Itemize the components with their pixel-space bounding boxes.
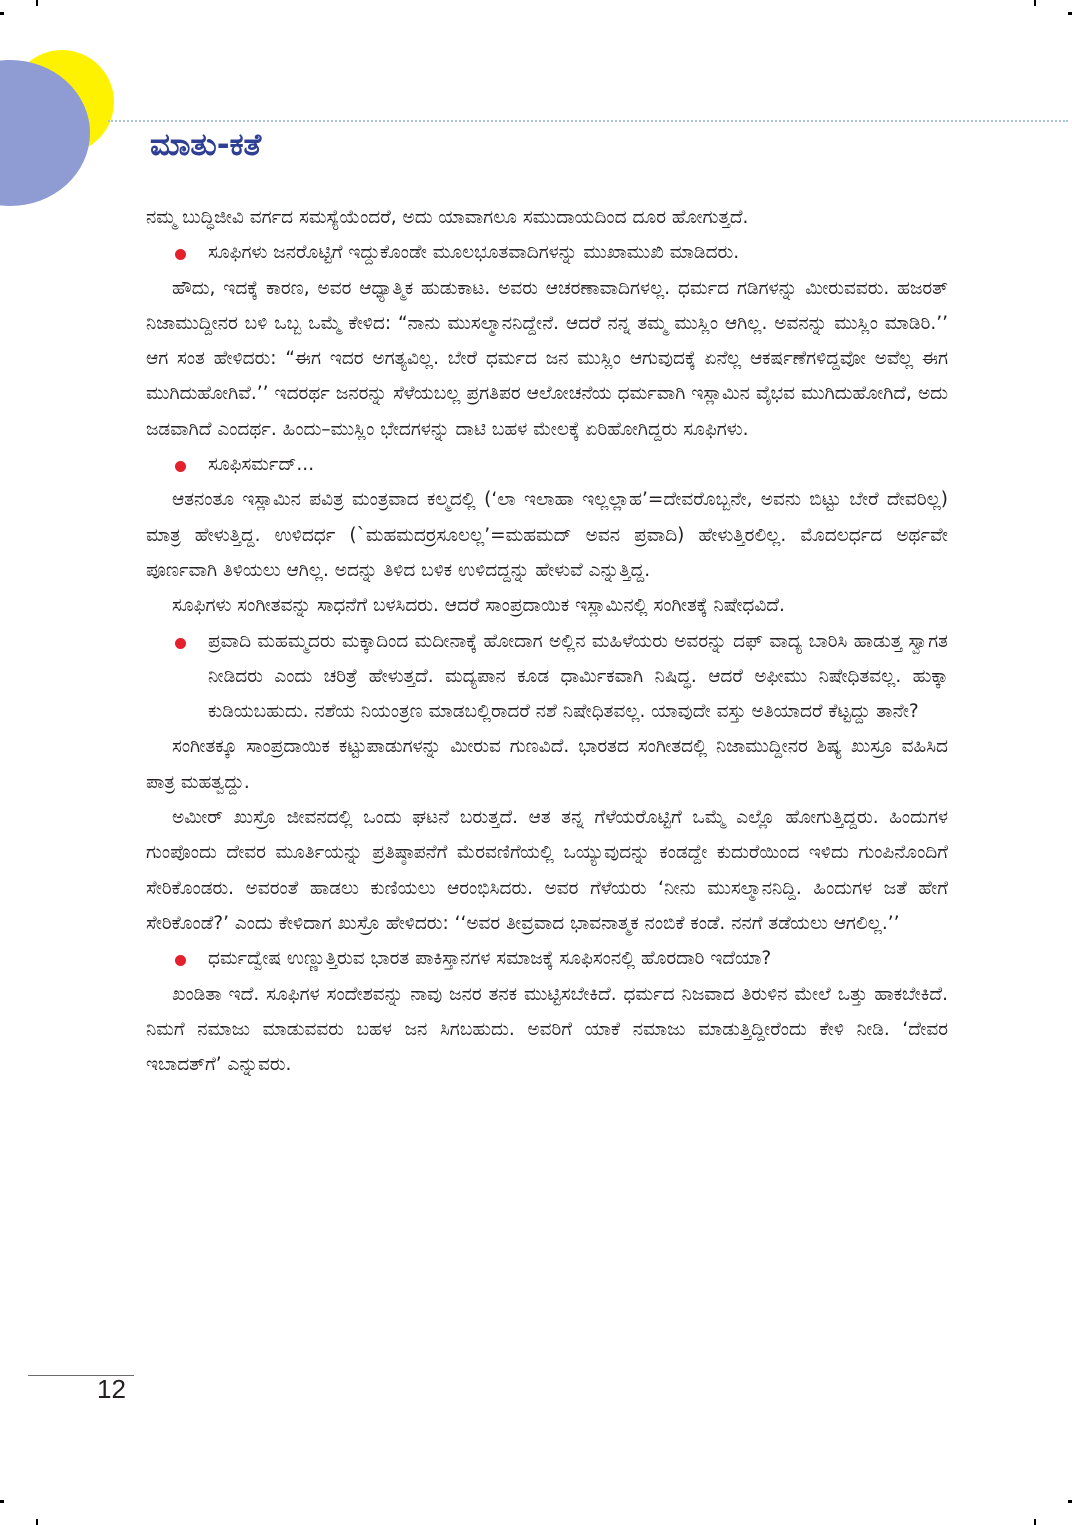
article-body [146, 200, 948, 1082]
bullet-question [146, 235, 948, 270]
crop-mark [1068, 1500, 1072, 1503]
paragraph-text: ಅಮೀರ್ ಖುಸ್ರೊ ಜೀವನದಲ್ಲಿ ಒಂದು ಘಟನೆ ಬರುತ್ತದೆ. ಆತ ತನ್ನ ಗೆಳೆಯರೊಟ್ಟಿಗೆ ಒಮ್ಮೆ ಎಲ್ಲೊ ಹೋಗುತ್ತಿದ್ದರು. ಹಿಂದುಗಳ ಗುಂಪೊಂದು ದೇವರ ಮೂರ್ತಿಯನ್ನು ಪ್ರತಿಷ್ಠಾಪನೆಗೆ ಮೆರವಣಿಗೆಯಲ್ಲಿ ಒಯ್ಯುವುದನ್ನು ಕಂಡದ್ದೇ ಕುದುರೆಯಿಂದ ಇಳಿದು ಗುಂಪಿನೊಂದಿಗೆ ಸೇರಿಕೊಂಡರು. ಅವರಂತೆ ಹಾಡಲು ಕುಣಿಯಲು ಆರಂಭಿಸಿದರು. ಅವರ ಗೆಳೆಯರು ‘ನೀನು ಮುಸಲ್ಮಾನನಿದ್ದಿ. ಹಿಂದುಗಳ ಜತೆ ಹೇಗೆ ಸೇರಿಕೊಂಡೆ?’ ಎಂದು ಕೇಳಿದಾಗ ಖುಸ್ರೊ ಹೇಳಿದರು: ‘‘ಅವರ ತೀವ್ರವಾದ ಭಾವನಾತ್ಮಕ ನಂಬಿಕೆ ಕಂಡೆ. ನನಗೆ ತಡೆಯಲು ಆಗಲಿಲ್ಲ.’’ [146, 807, 948, 934]
paragraph-text: ಸೂಫಿಗಳು ಸಂಗೀತವನ್ನು ಸಾಧನೆಗೆ ಬಳಸಿದರು. ಆದರೆ ಸಾಂಪ್ರದಾಯಿಕ ಇಸ್ಲಾಮಿನಲ್ಲಿ ಸಂಗೀತಕ್ಕೆ ನಿಷೇಧವಿದೆ. [172, 595, 785, 617]
crop-mark [1068, 12, 1072, 15]
answer-paragraph [146, 482, 948, 588]
bullet-question [146, 447, 948, 482]
answer-paragraph [146, 729, 948, 800]
paragraph [146, 200, 948, 235]
paragraph-text: ಧರ್ಮದ್ವೇಷ ಉಣ್ಣುತ್ತಿರುವ ಭಾರತ ಪಾಕಿಸ್ತಾನಗಳ ಸಮಾಜಕ್ಕೆ ಸೂಫಿಸಂನಲ್ಲಿ ಹೊರದಾರಿ ಇದೆಯಾ? [208, 948, 772, 970]
answer-paragraph [146, 800, 948, 941]
paragraph-text: ಸಂಗೀತಕ್ಕೂ ಸಾಂಪ್ರದಾಯಿಕ ಕಟ್ಟುಪಾಡುಗಳನ್ನು ಮೀರುವ ಗುಣವಿದೆ. ಭಾರತದ ಸಂಗೀತದಲ್ಲಿ ನಿಜಾಮುದ್ದೀನರ ಶಿಷ್ಯ ಖುಸ್ರೂ ವಹಿಸಿದ ಪಾತ್ರ ಮಹತ್ವದ್ದು. [146, 736, 948, 793]
answer-paragraph [146, 588, 948, 623]
crop-mark [1034, 0, 1036, 6]
bullet-question [146, 624, 948, 730]
paragraph-text: ಹೌದು, ಇದಕ್ಕೆ ಕಾರಣ, ಅವರ ಆಧ್ಯಾತ್ಮಿಕ ಹುಡುಕಾಟ. ಅವರು ಆಚರಣಾವಾದಿಗಳಲ್ಲ. ಧರ್ಮದ ಗಡಿಗಳನ್ನು ಮೀರುವವರು. ಹಜರತ್ ನಿಜಾಮುದ್ದೀನರ ಬಳಿ ಒಬ್ಬ ಒಮ್ಮೆ ಕೇಳಿದ: “ನಾನು ಮುಸಲ್ಮಾನನಿದ್ದೇನೆ. ಆದರೆ ನನ್ನ ತಮ್ಮ ಮುಸ್ಲಿಂ ಆಗಿಲ್ಲ. ಅವನನ್ನು ಮುಸ್ಲಿಂ ಮಾಡಿರಿ.’’ ಆಗ ಸಂತ ಹೇಳಿದರು: “ಈಗ ಇದರ ಅಗತ್ಯವಿಲ್ಲ. ಬೇರೆ ಧರ್ಮದ ಜನ ಮುಸ್ಲಿಂ ಆಗುವುದಕ್ಕೆ ಏನೆಲ್ಲ ಆಕರ್ಷಣೆಗಳಿದ್ದವೋ ಅವೆಲ್ಲ ಈಗ ಮುಗಿದುಹೋಗಿವೆ.’’ ಇದರರ್ಥ ಜನರನ್ನು ಸೆಳೆಯಬಲ್ಲ ಪ್ರಗತಿಪರ ಆಲೋಚನೆಯ ಧರ್ಮವಾಗಿ ಇಸ್ಲಾಮಿನ ವೈಭವ ಮುಗಿದುಹೋಗಿದೆ, ಅದು ಜಡವಾಗಿದೆ ಎಂದರ್ಥ. ಹಿಂದು–ಮುಸ್ಲಿಂ ಭೇದಗಳನ್ನು ದಾಟಿ ಬಹಳ ಮೇಲಕ್ಕೆ ಏರಿಹೋಗಿದ್ದರು ಸೂಫಿಗಳು. [146, 277, 948, 440]
page-title: ಮಾತು-ಕತೆ [150, 127, 262, 163]
paragraph-text: ಖಂಡಿತಾ ಇದೆ. ಸೂಫಿಗಳ ಸಂದೇಶವನ್ನು ನಾವು ಜನರ ತನಕ ಮುಟ್ಟಿಸಬೇಕಿದೆ. ಧರ್ಮದ ನಿಜವಾದ ತಿರುಳಿನ ಮೇಲೆ ಒತ್ತು ಹಾಕಬೇಕಿದೆ. ನಿಮಗೆ ನಮಾಜು ಮಾಡುವವರು ಬಹಳ ಜನ ಸಿಗಬಹುದು. ಅವರಿಗೆ ಯಾಕೆ ನಮಾಜು ಮಾಡುತ್ತಿದ್ದೀರೆಂದು ಕೇಳಿ ನೀಡಿ. ‘ದೇವರ ಇಬಾದತ್‌ಗೆ’ ಎನ್ನುವರು. [146, 983, 948, 1076]
paragraph-text: ಸೂಫಿಸರ್ಮದ್... [208, 454, 315, 476]
paragraph-text: ಪ್ರವಾದಿ ಮಹಮ್ಮದರು ಮಕ್ಕಾದಿಂದ ಮದೀನಾಕ್ಕೆ ಹೋದಾಗ ಅಲ್ಲಿನ ಮಹಿಳೆಯರು ಅವರನ್ನು ದಫ್ ವಾದ್ಯ ಬಾರಿಸಿ ಹಾಡುತ್ತ ಸ್ವಾಗತ ನೀಡಿದರು ಎಂದು ಚರಿತ್ರೆ ಹೇಳುತ್ತದೆ. ಮದ್ಯಪಾನ ಕೂಡ ಧಾರ್ಮಿಕವಾಗಿ ನಿಷಿದ್ಧ. ಆದರೆ ಅಫೀಮು ನಿಷೇಧಿತವಲ್ಲ. ಹುಕ್ಕಾ ಕುಡಿಯಬಹುದು. ನಶೆಯ ನಿಯಂತ್ರಣ ಮಾಡಬಲ್ಲಿರಾದರೆ ನಶೆ ನಿಷೇಧಿತವಲ್ಲ. ಯಾವುದೇ ವಸ್ತು ಅತಿಯಾದರೆ ಕೆಟ್ಟದ್ದು ತಾನೇ? [208, 630, 948, 723]
page-number: 12 [97, 1374, 126, 1404]
crop-mark [1034, 1519, 1036, 1525]
bullet-dot-icon [175, 461, 186, 472]
crop-mark [36, 1519, 38, 1525]
paragraph-text: ಸೂಫಿಗಳು ಜನರೊಟ್ಟಿಗೆ ಇದ್ದುಕೊಂಡೇ ಮೂಲಭೂತವಾದಿಗಳನ್ನು ಮುಖಾಮುಖಿ ಮಾಡಿದರು. [208, 242, 740, 264]
answer-paragraph [146, 977, 948, 1083]
bullet-question [146, 941, 948, 976]
bullet-dot-icon [175, 955, 186, 966]
paragraph-text: ಆತನಂತೂ ಇಸ್ಲಾಮಿನ ಪವಿತ್ರ ಮಂತ್ರವಾದ ಕಲ್ಮದಲ್ಲಿ (‘ಲಾ ಇಲಾಹಾ ಇಲ್ಲಲ್ಲಾಹ’=ದೇವರೊಬ್ಬನೇ, ಅವನು ಬಿಟ್ಟು ಬೇರೆ ದೇವರಿಲ್ಲ) ಮಾತ್ರ ಹೇಳುತ್ತಿದ್ದ. ಉಳಿದರ್ಧ (`ಮಹಮದರ‍್ರಸೂಲಲ್ಲ’=ಮಹಮದ್ ಅವನ ಪ್ರವಾದಿ) ಹೇಳುತ್ತಿರಲಿಲ್ಲ. ಮೊದಲರ್ಧದ ಅರ್ಥವೇ ಪೂರ್ಣವಾಗಿ ತಿಳಿಯಲು ಆಗಿಲ್ಲ. ಅದನ್ನು ತಿಳಿದ ಬಳಿಕ ಉಳಿದದ್ದನ್ನು ಹೇಳುವೆ ಎನ್ನುತ್ತಿದ್ದ. [146, 489, 948, 581]
crop-mark [36, 0, 38, 6]
paragraph-text: ನಮ್ಮ ಬುದ್ಧಿಜೀವಿ ವರ್ಗದ ಸಮಸ್ಯೆಯೆಂದರೆ, ಅದು ಯಾವಾಗಲೂ ಸಮುದಾಯದಿಂದ ದೂರ ಹೋಗುತ್ತದೆ. [146, 207, 749, 228]
answer-paragraph [146, 271, 948, 447]
crop-mark [0, 12, 4, 15]
bullet-dot-icon [175, 249, 186, 260]
dotted-header-rule [108, 120, 1068, 122]
bullet-dot-icon [175, 638, 186, 649]
crop-mark [0, 1500, 4, 1503]
